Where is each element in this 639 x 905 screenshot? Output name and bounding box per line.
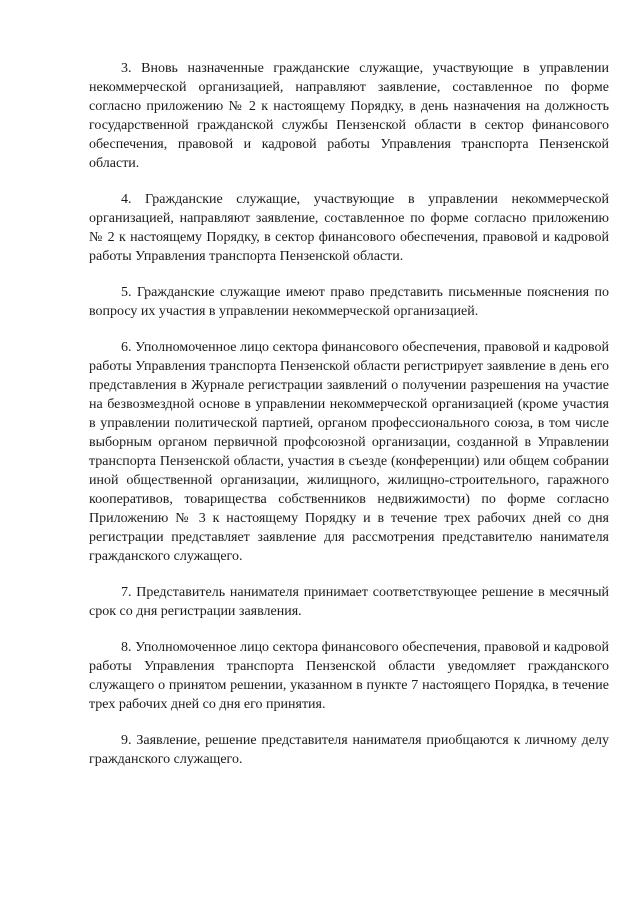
paragraph-3: 3. Вновь назначенные гражданские служащие, участвующие в управлении некоммерческой организацией, направляют заявление, составленное по форме согласно приложению № 2 к настоящему Порядку, в день назначения на должность государственной гражданской службы Пензенской области в сектор финансового обеспечения, правовой и кадровой работы Управления транспорта Пензенской области. (89, 61, 609, 171)
paragraph-6: 6. Уполномоченное лицо сектора финансового обеспечения, правовой и кадровой работы Управления транспорта Пензенской области регистрирует заявление в день его представления в Журнале регистрации заявлений о получении разрешения на участие на безвозмездной основе в управлении некоммерческой организацией (кроме участия в управлении политической партией, органом профессионального союза, в том числе выборным органом первичной профсоюзной организации, созданной в Управлении транспорта Пензенской области, участия в съезде (конференции) или общем собрании иной общественной организации, жилищного, жилищно-строительного, гаражного кооперативов, товарищества собственников недвижимости) по форме согласно Приложению № 3 к настоящему Порядку и в течение трех рабочих дней со дня регистрации представляет заявление для рассмотрения представителю нанимателя гражданского служащего. (89, 340, 609, 564)
paragraph-8: 8. Уполномоченное лицо сектора финансового обеспечения, правовой и кадровой работы Управления транспорта Пензенской области уведомляет гражданского служащего о принятом решении, указанном в пункте 7 настоящего Порядка, в течение трех рабочих дней со дня его принятия. (89, 640, 609, 712)
paragraph-9: 9. Заявление, решение представителя нанимателя приобщаются к личному делу гражданского служащего. (89, 733, 609, 767)
paragraph-4: 4. Гражданские служащие, участвующие в управлении некоммерческой организацией, направляют заявление, составленное по форме согласно приложению № 2 к настоящему Порядку, в сектор финансового обеспечения, правовой и кадровой работы Управления транспорта Пензенской области. (89, 192, 609, 264)
paragraph-5: 5. Гражданские служащие имеют право представить письменные пояснения по вопросу их участия в управлении некоммерческой организацией. (89, 285, 609, 319)
paragraph-7: 7. Представитель нанимателя принимает соответствующее решение в месячный срок со дня регистрации заявления. (89, 585, 609, 619)
